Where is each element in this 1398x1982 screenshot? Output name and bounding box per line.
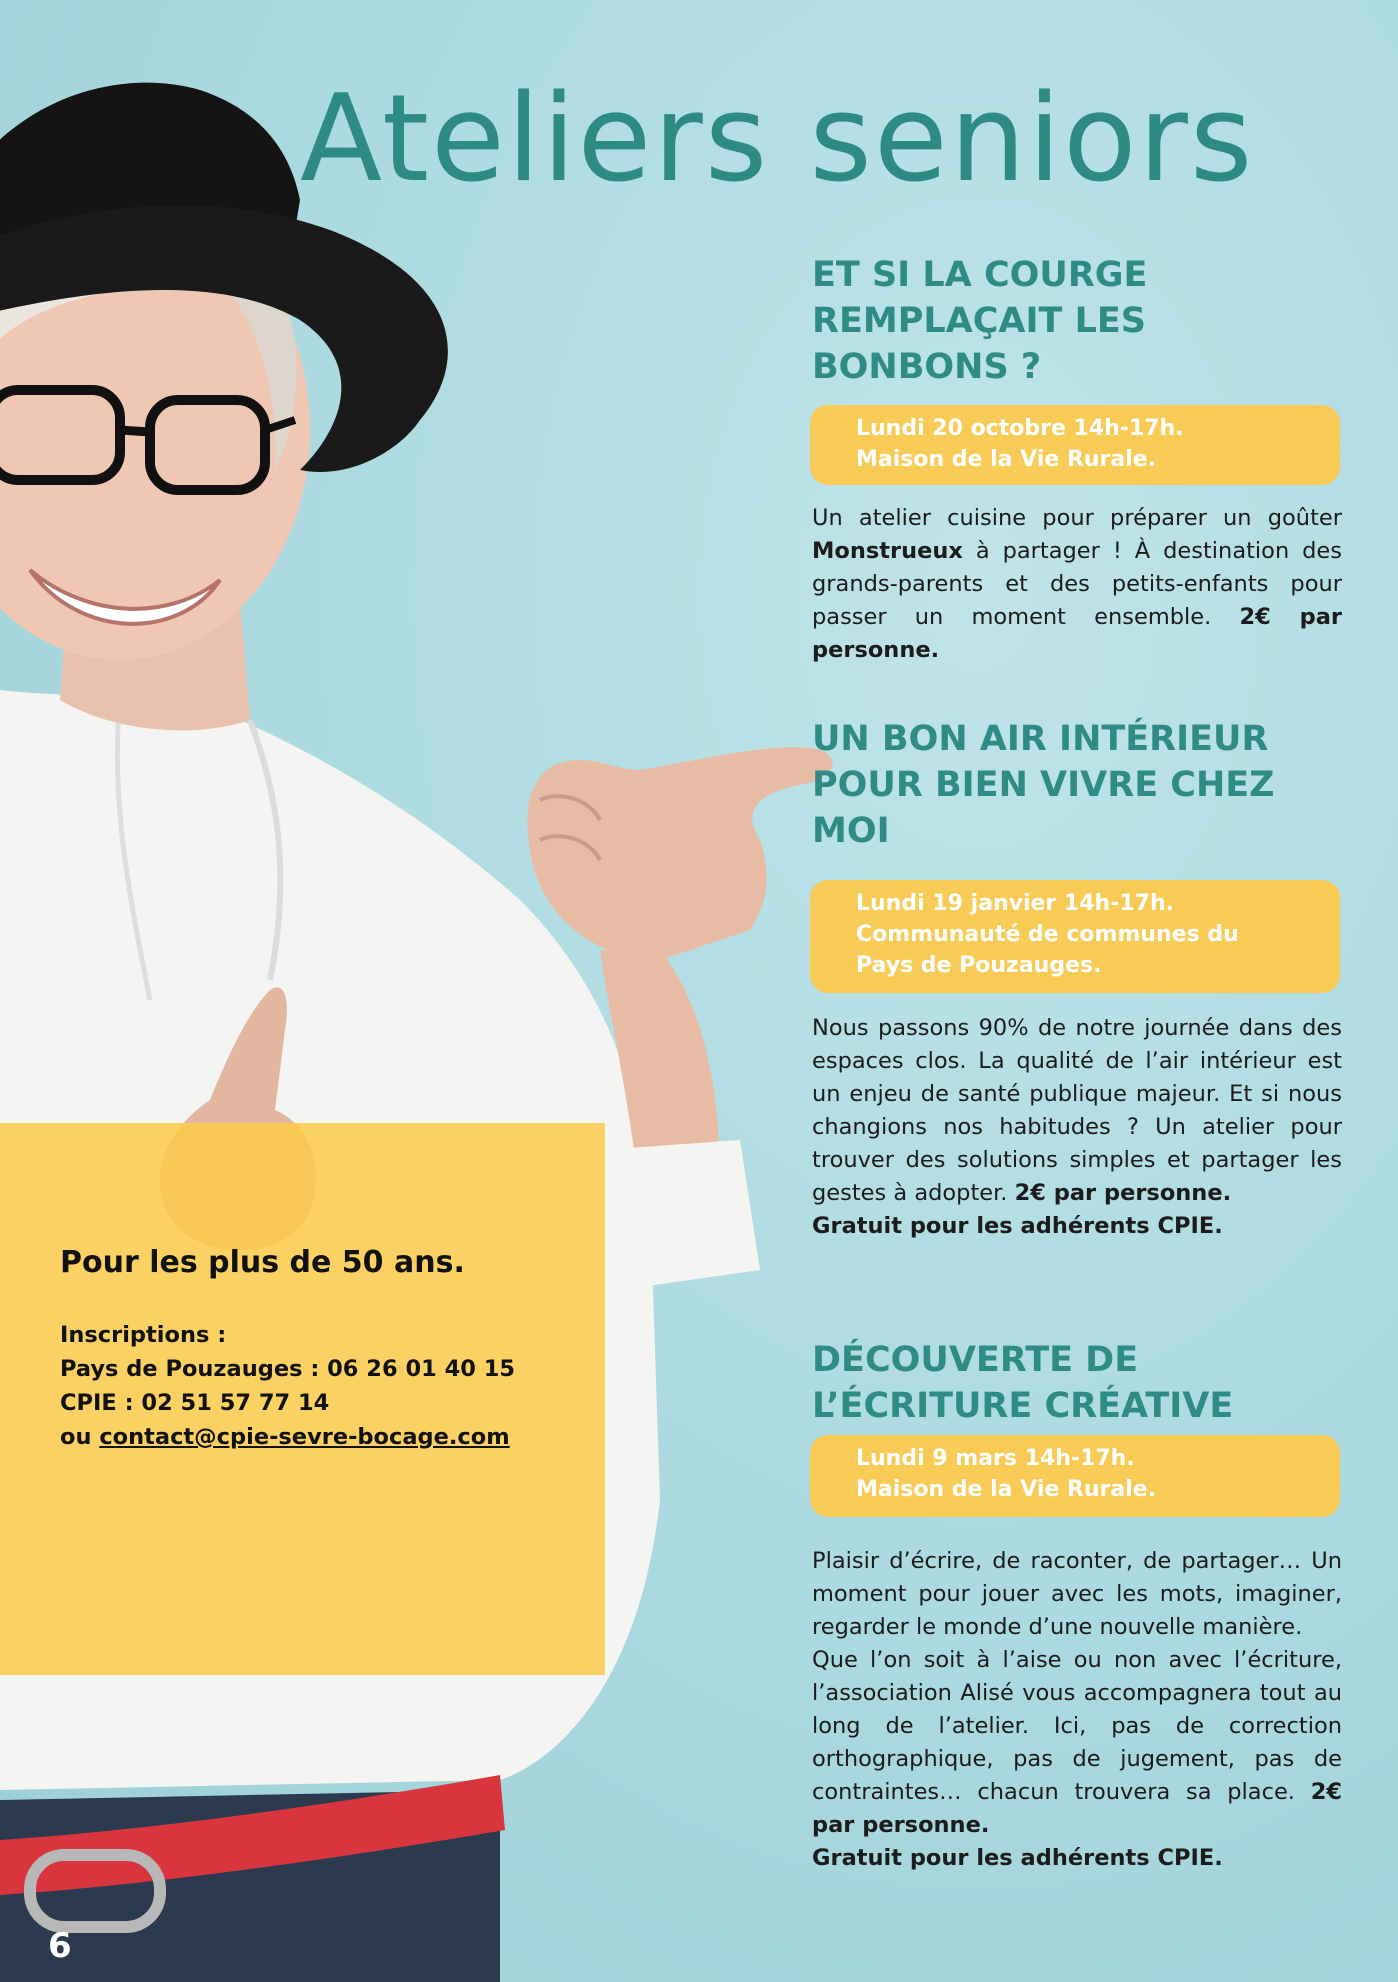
page-number: 6 — [48, 1926, 72, 1966]
desc-text: à partager ! À destination des grands-parents et des petits-enfants pour passer un moment ensemble. — [812, 538, 1342, 630]
audience-note: Pour les plus de 50 ans. — [60, 1245, 465, 1280]
desc-emphasis: Monstrueux — [812, 538, 963, 564]
phone-cpie: CPIE : 02 51 57 77 14 — [60, 1390, 330, 1416]
free-note: Gratuit pour les adhérents CPIE. — [812, 1845, 1223, 1871]
workshop-place: Communauté de communes du Pays de Pouzauges. — [856, 922, 1239, 978]
workshop-heading: ET SI LA COURGE REMPLAÇAIT LES BONBONS ? — [812, 255, 1148, 387]
workshop-heading: UN BON AIR INTÉRIEUR POUR BIEN VIVRE CHEZ MOI — [812, 719, 1275, 851]
email-link[interactable]: contact@cpie-sevre-bocage.com — [99, 1424, 510, 1450]
workshop-place: Maison de la Vie Rurale. — [856, 447, 1157, 472]
workshop-description — [812, 1012, 1342, 1243]
price: 2€ par personne. — [1014, 1180, 1232, 1206]
phone-pouzauges: Pays de Pouzauges : 06 26 01 40 15 — [60, 1356, 516, 1382]
workshop-description — [812, 502, 1342, 667]
workshop-heading: DÉCOUVERTE DE L’ÉCRITURE CRÉATIVE — [812, 1340, 1234, 1426]
workshop-date: Lundi 20 octobre 14h-17h. — [856, 416, 1184, 441]
workshop-description — [812, 1545, 1342, 1875]
workshop-place: Maison de la Vie Rurale. — [856, 1477, 1157, 1502]
desc-text: Un atelier cuisine pour préparer un goûter — [812, 505, 1342, 531]
email-line — [60, 1420, 515, 1454]
desc-text: Nous passons 90% de notre journée dans des espaces clos. La qualité de l’air intérieur est un enjeu de santé publique majeur. Et si nous changions nos habitudes ? Un atelier pour trouver des solutions simples et partager les gestes à adopter. — [812, 1015, 1342, 1206]
registration-label: Inscriptions : — [60, 1322, 227, 1348]
workshop-date: Lundi 19 janvier 14h-17h. — [856, 891, 1174, 916]
price: 2€ par personne. — [812, 1779, 1342, 1838]
page-title: Ateliers seniors — [300, 70, 1255, 209]
workshop-date-box — [810, 1435, 1340, 1517]
workshop-date-box — [810, 880, 1340, 993]
desc-text: Que l’on soit à l’aise ou non avec l’écriture, l’association Alisé vous accompagnera tout au long de l’atelier. Ici, pas de correction orthographique, pas de jugement, pas de contraintes… chacun trouvera sa place. — [812, 1647, 1342, 1805]
registration-info — [60, 1318, 515, 1454]
workshop-date: Lundi 9 mars 14h-17h. — [856, 1446, 1135, 1471]
price: 2€ par personne. — [812, 604, 1342, 663]
workshop-date-box — [810, 405, 1340, 485]
desc-text: Plaisir d’écrire, de raconter, de partager… Un moment pour jouer avec les mots, imaginer, regarder le monde d’une nouvelle manière. — [812, 1548, 1342, 1640]
free-note: Gratuit pour les adhérents CPIE. — [812, 1213, 1223, 1239]
or-text: ou — [60, 1424, 100, 1450]
